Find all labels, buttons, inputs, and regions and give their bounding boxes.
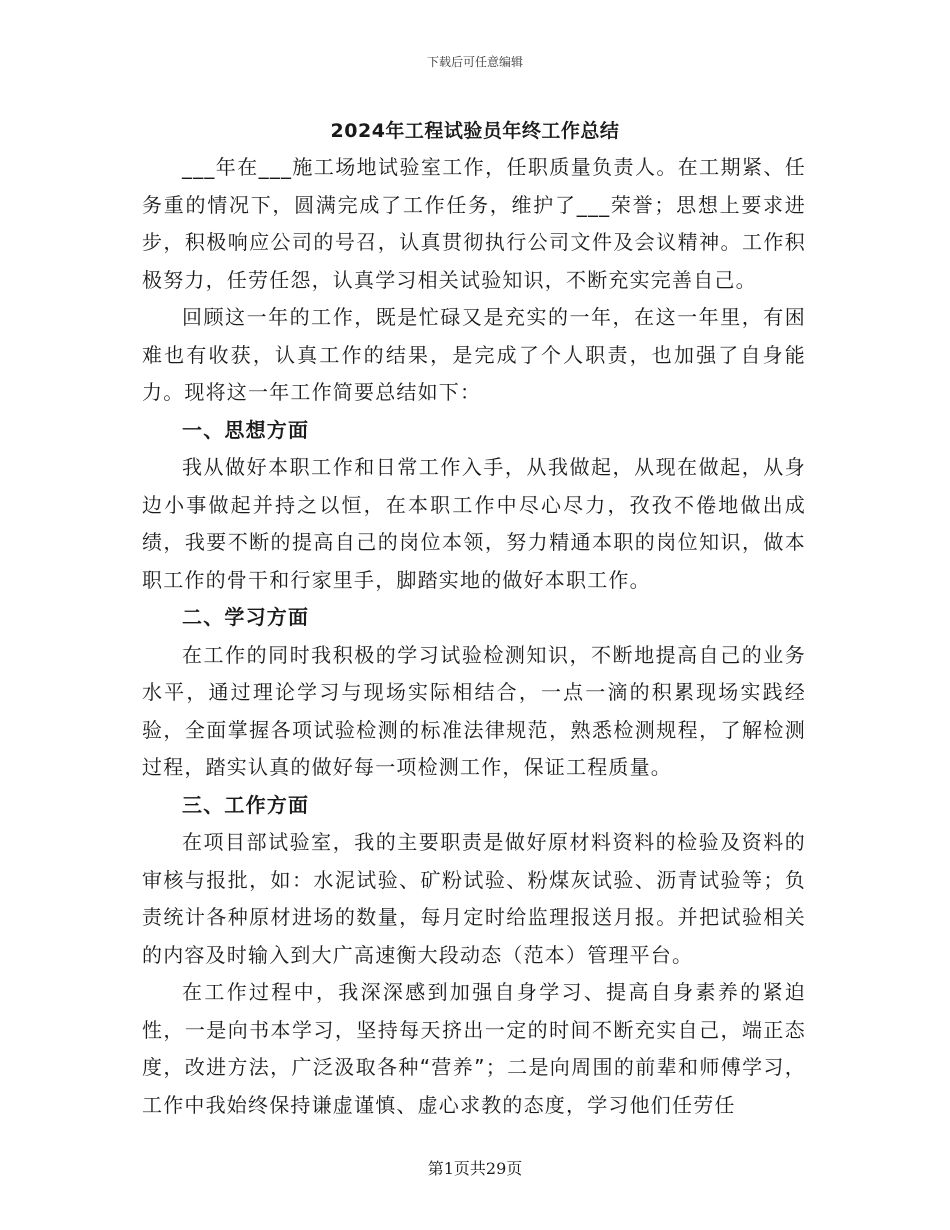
section-heading-thought: 一、思想方面: [182, 417, 310, 442]
page-number: 第1页共29页: [427, 1159, 523, 1178]
intro-paragraph-1: ___年在___施工场地试验室工作，任职质量负责人。在工期紧、任务重的情况下，圆满完成了工作任务，维护了___荣誉；思想上要求进步，积极响应公司的号召，认真贯彻执行公司文件及会议精神。工作积极努力，任劳任怨，认真学习相关试验知识，不断充实完善自己。: [142, 155, 806, 292]
document-body: [142, 149, 806, 1124]
section-thought-paragraph: 我从做好本职工作和日常工作入手，从我做起，从现在做起，从身边小事做起并持之以恒，在本职工作中尽心尽力，孜孜不倦地做出成绩，我要不断的提高自己的岗位本领，努力精通本职的岗位知识，做本职工作的骨干和行家里手，脚踏实地的做好本职工作。: [142, 455, 806, 592]
section-study-paragraph: 在工作的同时我积极的学习试验检测知识，不断地提高自己的业务水平，通过理论学习与现场实际相结合，一点一滴的积累现场实践经验，全面掌握各项试验检测的标准法律规范，熟悉检测规程，了解检测过程，踏实认真的做好每一项检测工作，保证工程质量。: [142, 642, 806, 779]
document-title: 2024年工程试验员年终工作总结: [330, 120, 620, 142]
section-heading-study: 二、学习方面: [182, 605, 310, 629]
section-heading-work: 三、工作方面: [182, 792, 310, 817]
page-header-note: 下载后可任意编辑: [426, 55, 523, 69]
intro-paragraph-2: 回顾这一年的工作，既是忙碌又是充实的一年，在这一年里，有困难也有收获，认真工作的结果，是完成了个人职责，也加强了自身能力。现将这一年工作简要总结如下：: [142, 305, 806, 404]
section-work-paragraph-1: 在项目部试验室，我的主要职责是做好原材料资料的检验及资料的审核与报批，如：水泥试验、矿粉试验、粉煤灰试验、沥青试验等；负责统计各种原材进场的数量，每月定时给监理报送月报。并把试验相关的内容及时输入到大广高速衡大段动态（范本）管理平台。: [142, 830, 806, 967]
section-work-paragraph-2: 在工作过程中，我深深感到加强自身学习、提高自身素养的紧迫性，一是向书本学习，坚持每天挤出一定的时间不断充实自己，端正态度，改进方法，广泛汲取各种“营养”；二是向周围的前辈和师傅学习，工作中我始终保持谦虚谨慎、虚心求教的态度，学习他们任劳任: [142, 980, 806, 1117]
